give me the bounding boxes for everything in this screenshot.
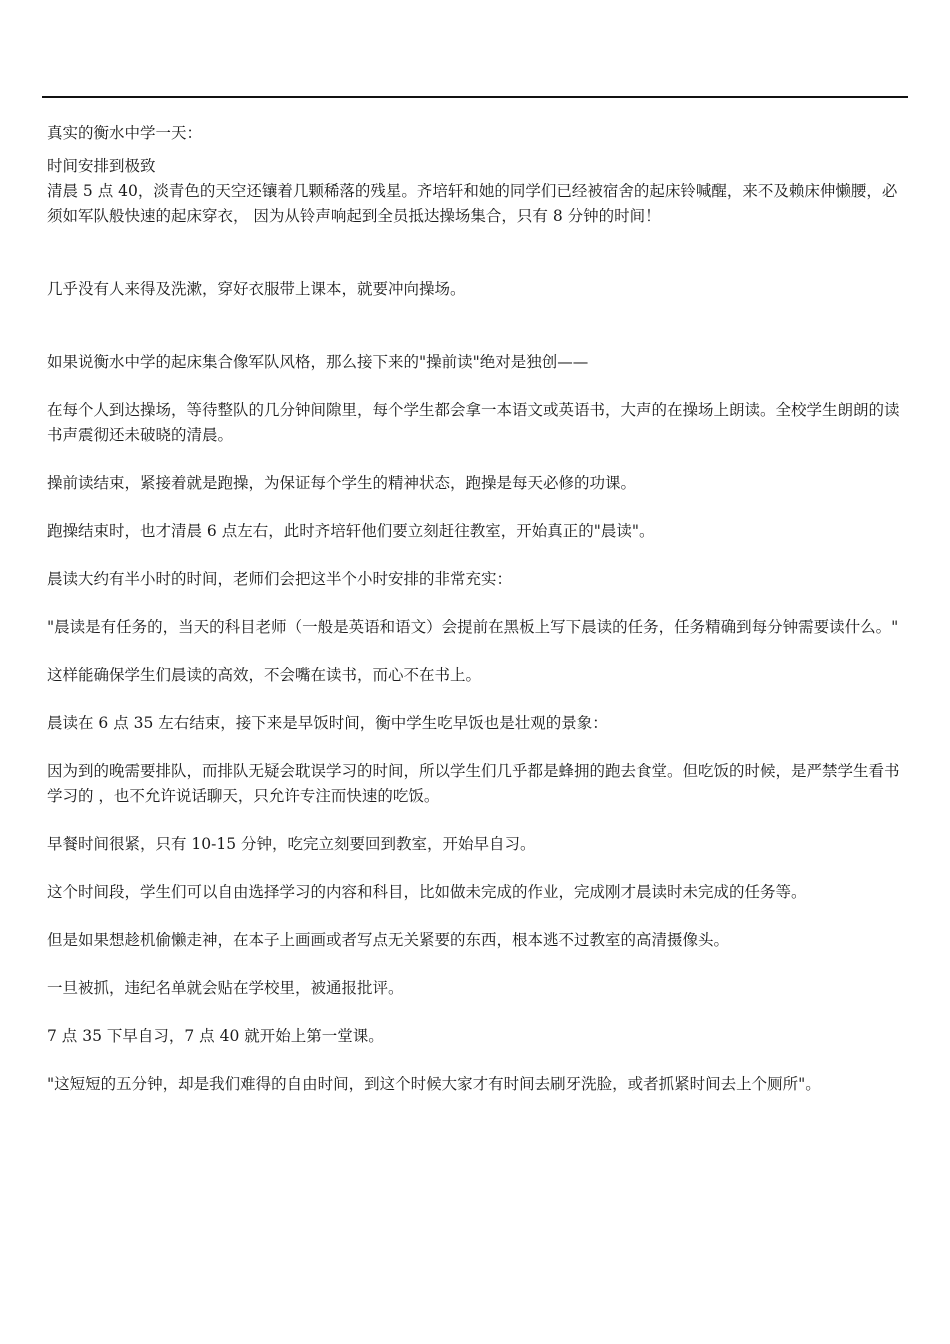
paragraph: 清晨 5 点 40，淡青色的天空还镶着几颗稀落的残星。齐培轩和她的同学们已经被宿舍的起床铃喊醒，来不及赖床伸懒腰，必须如军队般快速的起床穿衣， 因为从铃声响起到全员抵达操场集合，只有 8 分钟的时间！ bbox=[47, 182, 898, 225]
paragraph: 这个时间段，学生们可以自由选择学习的内容和科目，比如做未完成的作业，完成刚才晨读时未完成的任务等。 bbox=[47, 883, 807, 901]
paragraph: 在每个人到达操场，等待整队的几分钟间隙里，每个学生都会拿一本语文或英语书，大声的在操场上朗读。全校学生朗朗的读书声震彻还未破晓的清晨。 bbox=[47, 401, 900, 444]
paragraph: 晨读大约有半小时的时间，老师们会把这半个小时安排的非常充实： bbox=[47, 570, 513, 588]
paragraph: 如果说衡水中学的起床集合像军队风格，那么接下来的"操前读"绝对是独创—— bbox=[47, 353, 589, 371]
section-heading: 时间安排到极致 bbox=[47, 157, 156, 175]
article-body bbox=[47, 121, 909, 1097]
paragraph: 7 点 35 下早自习，7 点 40 就开始上第一堂课。 bbox=[47, 1027, 384, 1045]
article-title: 真实的衡水中学一天： bbox=[47, 124, 203, 142]
paragraph: 跑操结束时，也才清晨 6 点左右，此时齐培轩他们要立刻赶往教室，开始真正的"晨读"。 bbox=[47, 522, 655, 540]
quote-paragraph: "晨读是有任务的，当天的科目老师（一般是英语和语文）会提前在黑板上写下晨读的任务，任务精确到每分钟需要读什么。" bbox=[47, 618, 899, 636]
paragraph: 早餐时间很紧，只有 10-15 分钟，吃完立刻要回到教室，开始早自习。 bbox=[47, 835, 536, 853]
paragraph: 几乎没有人来得及洗漱，穿好衣服带上课本，就要冲向操场。 bbox=[47, 280, 466, 298]
paragraph: 操前读结束，紧接着就是跑操，为保证每个学生的精神状态，跑操是每天必修的功课。 bbox=[47, 474, 637, 492]
header-rule bbox=[42, 96, 908, 98]
paragraph: 这样能确保学生们晨读的高效，不会嘴在读书，而心不在书上。 bbox=[47, 666, 482, 684]
paragraph: 一旦被抓，违纪名单就会贴在学校里，被通报批评。 bbox=[47, 979, 404, 997]
paragraph: 晨读在 6 点 35 左右结束，接下来是早饭时间，衡中学生吃早饭也是壮观的景象： bbox=[47, 714, 608, 732]
quote-paragraph: "这短短的五分钟，却是我们难得的自由时间，到这个时候大家才有时间去刷牙洗脸，或者抓紧时间去上个厕所"。 bbox=[47, 1075, 821, 1093]
paragraph: 因为到的晚需要排队，而排队无疑会耽误学习的时间，所以学生们几乎都是蜂拥的跑去食堂。但吃饭的时候，是严禁学生看书学习的 ，也不允许说话聊天，只允许专注而快速的吃饭。 bbox=[47, 762, 900, 805]
paragraph: 但是如果想趁机偷懒走神，在本子上画画或者写点无关紧要的东西，根本逃不过教室的高清摄像头。 bbox=[47, 931, 730, 949]
